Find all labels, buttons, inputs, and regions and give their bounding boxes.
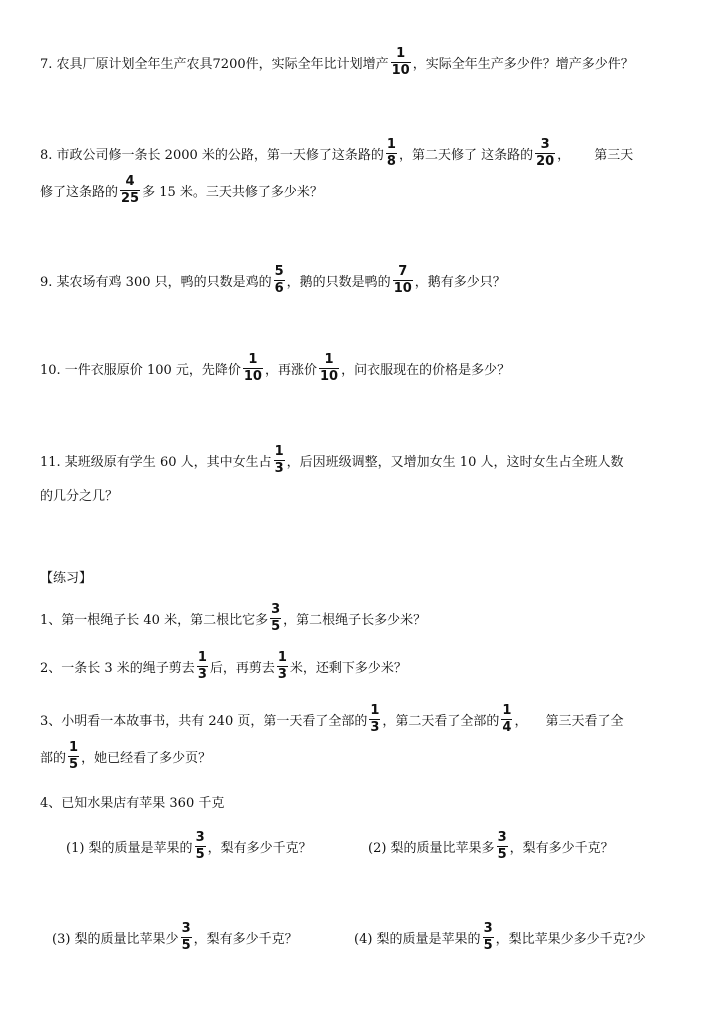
problem-text: 多 15 米。三天共修了多少米？ [142, 184, 323, 200]
problem-text: 后，再剪去 [209, 660, 275, 676]
fraction: $\frac{1}{3}$ [370, 702, 380, 735]
problem-text: ，梨比苹果少多少千克?少 [495, 931, 646, 947]
fraction: $\frac{3}{20}$ [536, 136, 555, 169]
problem-text: ，第二天修了 这条路的 [398, 147, 534, 163]
problem-text: 第三天看了全 [545, 713, 624, 729]
problem-text: 10. 一件衣服原价 100 元，先降价 [40, 362, 241, 378]
problem-text: 的几分之几？ [40, 488, 119, 504]
problem-10 [40, 348, 510, 388]
problem-text: ，问衣服现在的价格是多少？ [341, 362, 511, 378]
problem-text: (4) 梨的质量是苹果的 [354, 931, 481, 947]
heading-text: 【练习】 [40, 570, 93, 586]
problem-text: ，鹅的只数是鸭的 [286, 274, 391, 290]
practice-3-line1 [40, 699, 624, 739]
problem-text: ， [514, 713, 528, 729]
practice-4-sub4 [354, 917, 646, 957]
problem-text: ，第二天看了全部的 [382, 713, 500, 729]
problem-text: 修了这条路的 [40, 184, 119, 200]
fraction: $\frac{1}{8}$ [386, 136, 396, 169]
problem-text: 米，还剩下多少米？ [289, 660, 407, 676]
problem-8-line1 [40, 133, 633, 173]
problem-text: ，她已经看了多少页？ [81, 750, 212, 766]
fraction: $\frac{1}{10}$ [243, 351, 262, 384]
problem-text: ，后因班级调整，又增加女生 10 人，这时女生占全班人数 [286, 454, 624, 470]
fraction: $\frac{1}{10}$ [320, 351, 339, 384]
fraction: $\frac{1}{3}$ [197, 649, 207, 682]
fraction: $\frac{7}{10}$ [393, 263, 412, 296]
practice-4-sub3 [52, 917, 298, 957]
problem-text: ，第二根绳子长多少米？ [283, 612, 427, 628]
problem-text: (2) 梨的质量比苹果多 [368, 840, 495, 856]
problem-7 [40, 42, 634, 82]
problem-text: ，鹅有多少只？ [414, 274, 506, 290]
practice-2 [40, 646, 407, 686]
problem-text: (3) 梨的质量比苹果少 [52, 931, 179, 947]
problem-text: 11. 某班级原有学生 60 人，其中女生占 [40, 454, 272, 470]
practice-4-title [40, 781, 224, 821]
practice-1 [40, 598, 426, 638]
fraction: $\frac{3}{5}$ [483, 920, 493, 953]
fraction: $\frac{1}{3}$ [274, 443, 284, 476]
problem-text: (1) 梨的质量是苹果的 [66, 840, 193, 856]
problem-text: 第三天 [594, 147, 634, 163]
problem-text: 9. 某农场有鸡 300 只，鸭的只数是鸡的 [40, 274, 272, 290]
practice-3-line2 [40, 736, 211, 776]
problem-text: 1、第一根绳子长 40 米，第二根比它多 [40, 612, 269, 628]
problem-text: ，实际全年生产多少件？增产多少件？ [412, 56, 634, 72]
practice-heading [40, 556, 92, 596]
practice-4-sub2 [368, 826, 614, 866]
problem-text: 部的 [40, 750, 67, 766]
problem-11-line1 [40, 440, 623, 480]
fraction: $\frac{1}{10}$ [391, 45, 410, 78]
problem-text: ，梨有多少千克？ [193, 931, 298, 947]
fraction: $\frac{1}{4}$ [502, 702, 512, 735]
practice-4-sub1 [66, 826, 312, 866]
fraction: $\frac{1}{3}$ [277, 649, 287, 682]
fraction: $\frac{3}{5}$ [497, 829, 507, 862]
problem-9 [40, 260, 506, 300]
fraction: $\frac{4}{25}$ [121, 173, 140, 206]
problem-11-line2 [40, 474, 118, 514]
problem-text: 7. 农具厂原计划全年生产农具7200件，实际全年比计划增产 [40, 56, 389, 72]
problem-text: ，再涨价 [264, 362, 317, 378]
problem-text: ，梨有多少千克？ [509, 840, 614, 856]
problem-text: 2、一条长 3 米的绳子剪去 [40, 660, 195, 676]
problem-text: 4、已知水果店有苹果 360 千克 [40, 795, 225, 811]
problem-text: 3、小明看一本故事书，共有 240 页，第一天看了全部的 [40, 713, 368, 729]
problem-text: ， [557, 147, 571, 163]
problem-8-line2 [40, 170, 323, 210]
problem-text: ，梨有多少千克？ [207, 840, 312, 856]
problem-text: 8. 市政公司修一条长 2000 米的公路，第一天修了这条路的 [40, 147, 384, 163]
fraction: $\frac{3}{5}$ [195, 829, 205, 862]
fraction: $\frac{1}{5}$ [69, 739, 79, 772]
fraction: $\frac{5}{6}$ [274, 263, 284, 296]
fraction: $\frac{3}{5}$ [181, 920, 191, 953]
fraction: $\frac{3}{5}$ [271, 601, 281, 634]
